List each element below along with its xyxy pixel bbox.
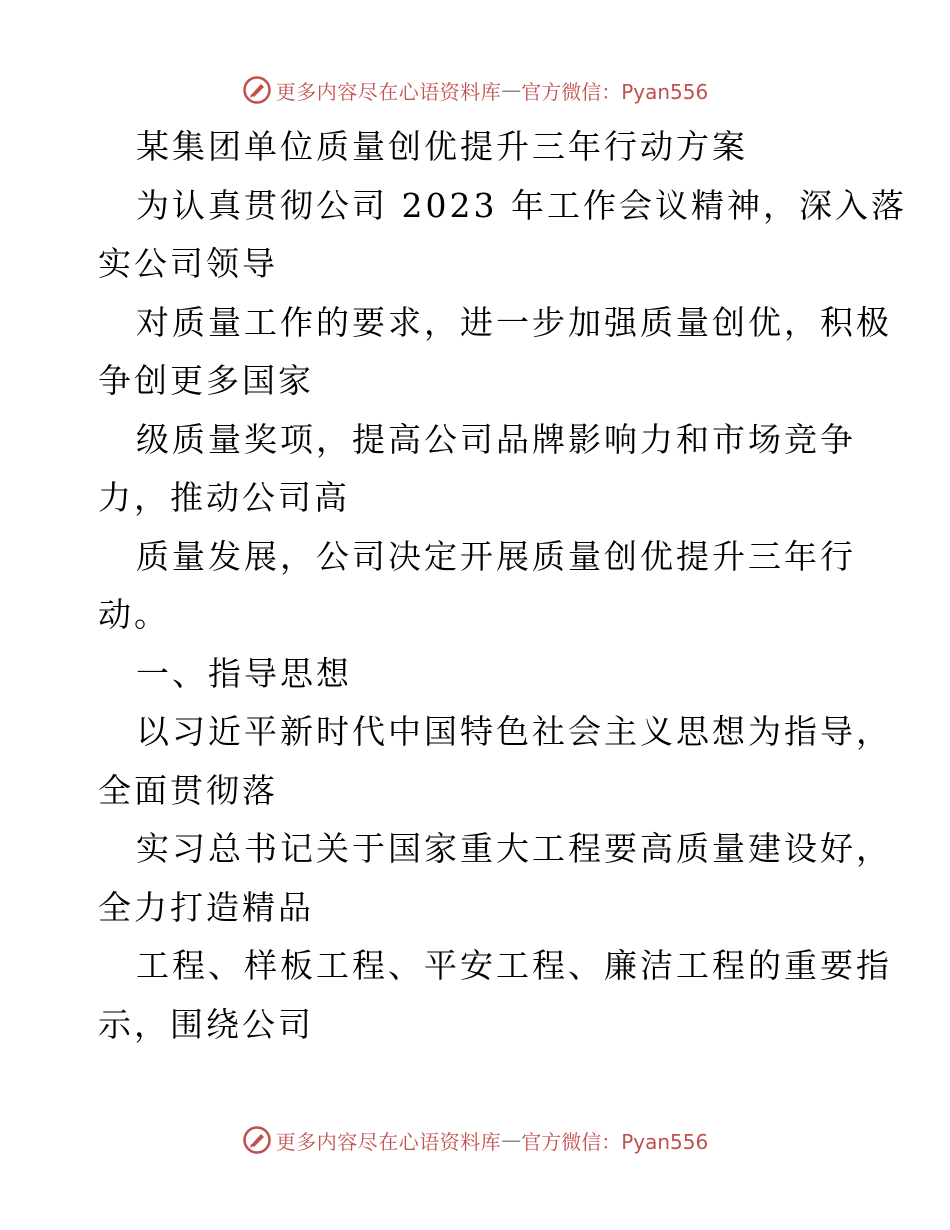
paragraph-line: 争创更多国家	[98, 361, 314, 400]
watermark-logo-icon	[242, 75, 272, 105]
document-title: 某集团单位质量创优提升三年行动方案	[136, 127, 748, 166]
watermark-text: 更多内容尽在心语资料库	[275, 79, 502, 104]
watermark-logo-icon	[242, 1125, 272, 1155]
watermark-wechat: 官方微信：Pyan556	[521, 1129, 709, 1154]
watermark-dash: —	[501, 1128, 522, 1152]
section-heading: 一、指导思想	[136, 653, 352, 693]
document-body	[98, 118, 907, 1054]
watermark-dash: —	[501, 78, 522, 102]
paragraph-line: 以习近平新时代中国特色社会主义思想为指导，	[136, 712, 892, 751]
paragraph-line: 力，推动公司高	[98, 478, 350, 517]
paragraph-line: 对质量工作的要求，进一步加强质量创优，积极	[136, 302, 892, 342]
watermark-wechat: 官方微信：Pyan556	[521, 79, 709, 104]
paragraph-line: 质量发展，公司决定开展质量创优提升三年行	[136, 536, 856, 576]
paragraph-line: 实习总书记关于国家重大工程要高质量建设好，	[136, 829, 892, 868]
watermark-text: 更多内容尽在心语资料库	[275, 1129, 502, 1154]
paragraph-line: 动。	[98, 595, 170, 634]
paragraph-line: 全面贯彻落	[98, 770, 278, 810]
footer-watermark-banner	[0, 1120, 950, 1160]
paragraph-line: 为认真贯彻公司 2023 年工作会议精神，深入落	[136, 185, 907, 225]
paragraph-line: 示，围绕公司	[98, 1004, 314, 1044]
paragraph-line: 级质量奖项，提高公司品牌影响力和市场竞争	[136, 419, 856, 459]
paragraph-line: 实公司领导	[98, 244, 278, 283]
header-watermark-banner	[0, 70, 950, 110]
paragraph-line: 工程、样板工程、平安工程、廉洁工程的重要指	[136, 946, 892, 985]
paragraph-line: 全力打造精品	[98, 887, 314, 927]
